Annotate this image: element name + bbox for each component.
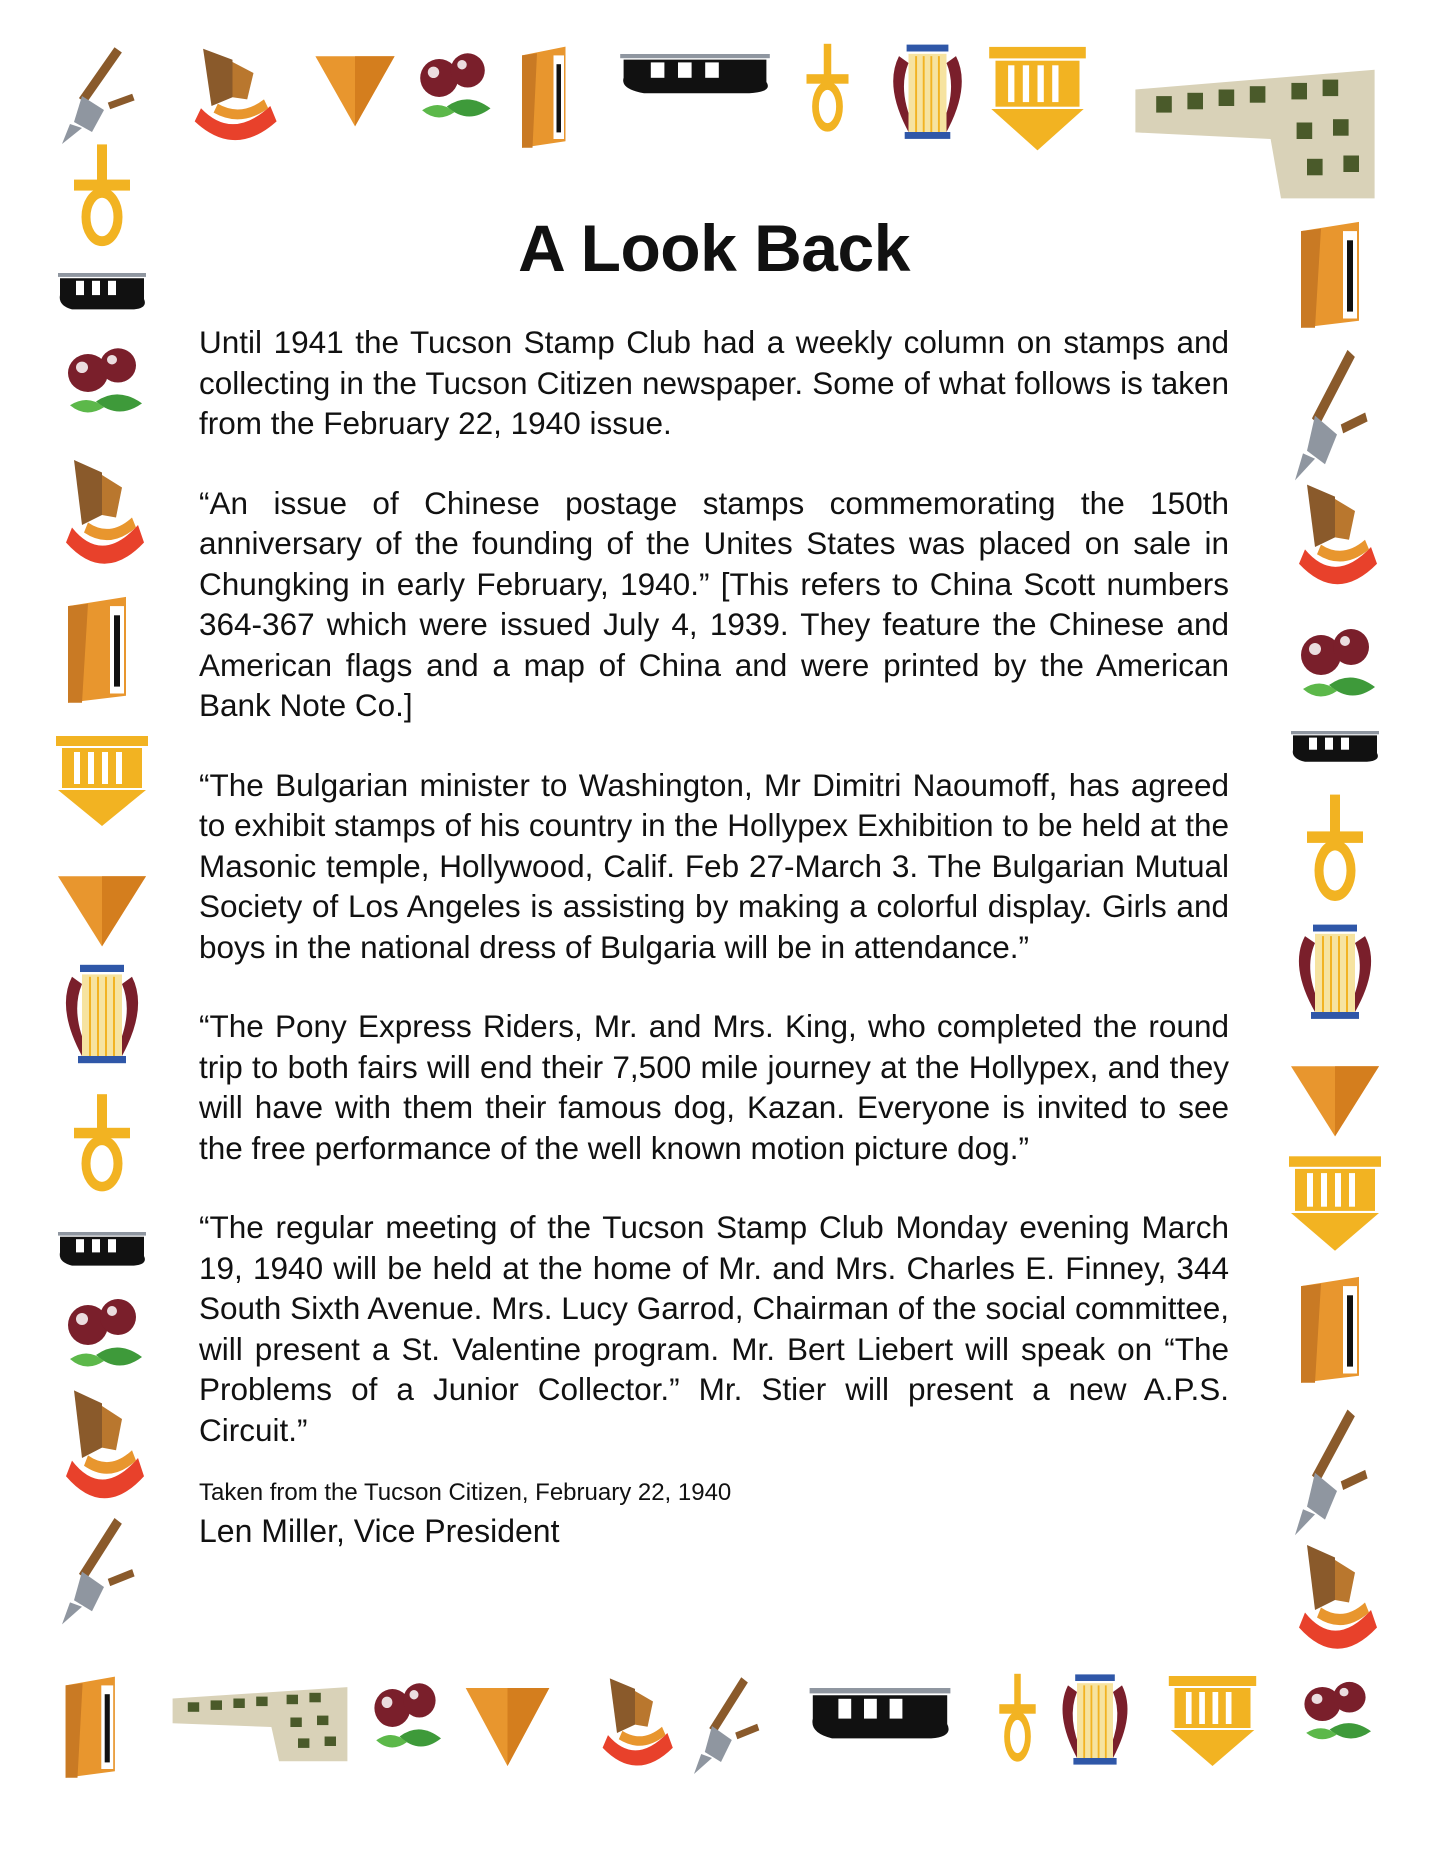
lyre-icon: [1050, 1670, 1140, 1780]
ankh-icon: [1285, 790, 1385, 905]
cherries-icon: [52, 335, 152, 430]
temple-ruin-icon: [800, 1670, 960, 1760]
pickaxe-icon: [52, 1510, 152, 1620]
amphora-icon: [52, 450, 152, 575]
tablet-icon: [1285, 1270, 1385, 1385]
colosseum-icon: [165, 1670, 355, 1765]
tablet-icon: [1285, 215, 1385, 330]
column-icon: [985, 40, 1090, 155]
pickaxe-icon: [52, 40, 152, 140]
author-byline: Len Miller, Vice President: [199, 1513, 560, 1549]
temple-ruin-icon: [52, 260, 152, 325]
temple-ruin-icon: [1285, 720, 1385, 775]
paragraph-bulgarian-minister: “The Bulgarian minister to Washington, Mr Dimitri Naoumoff, has agreed to exhibit stamps of his country in the Hollypex Exhibition to be held at the Masonic temple, Hollywood, Calif. Feb 27-March 3. The Bulgarian Mutual Society of Los Angeles is assisting by making a colorful display. Girls and boys in the national dress of Bulgaria will be in attendance.”: [199, 766, 1229, 965]
column-icon: [52, 730, 152, 830]
ankh-icon: [790, 40, 865, 135]
tablet-icon: [510, 40, 585, 150]
article: [199, 210, 1229, 1550]
lyre-icon: [1285, 920, 1385, 1035]
amphora-icon: [590, 1670, 680, 1775]
source-note: Taken from the Tucson Citizen, February 22, 1940: [199, 1479, 732, 1506]
pickaxe-icon: [1285, 1400, 1385, 1530]
pyramid-icon: [310, 40, 400, 130]
pyramid-icon: [460, 1670, 555, 1770]
paragraph-intro: Until 1941 the Tucson Stamp Club had a weekly column on stamps and collecting in the Tucson Citizen newspaper. Some of what follows is taken from the February 22, 1940 issue.: [199, 324, 1229, 441]
amphora-icon: [1285, 475, 1385, 595]
paragraph-club-meeting: “The regular meeting of the Tucson Stamp Club Monday evening March 19, 1940 will be held at the home of Mr. and Mrs. Charles E. Finney, 344 South Sixth Avenue. Mrs. Lucy Garrod, Chairman of the social committee, will present a St. Valentine program. Mr. Bert Liebert will speak on “The Problems of a Junior Collector.” Mr. Stier will present a new A.P.S. Circuit.”: [199, 1209, 1229, 1448]
page-title: A Look Back: [518, 211, 910, 285]
paragraph-pony-express: “The Pony Express Riders, Mr. and Mrs. King, who completed the round trip to both fairs will end their 7,500 mile journey at the Hollypex, and they will have with them their famous dog, Kazan. Everyone is invited to see the free performance of the well known motion picture dog.”: [199, 1008, 1229, 1166]
paragraph-chinese-stamps: “An issue of Chinese postage stamps commemorating the 150th anniversary of the founding of the Unites States was placed on sale in Chungking in early February, 1940.” [This refers to China Scott numbers 364-367 which were issued July 4, 1939. They feature the Chinese and American flags and a map of China and were printed by the American Bank Note Co.]: [199, 484, 1229, 723]
cherries-icon: [52, 1285, 152, 1385]
pyramid-icon: [52, 860, 152, 950]
pickaxe-icon: [685, 1670, 775, 1770]
cherries-icon: [1285, 615, 1385, 715]
cherries-icon: [360, 1670, 450, 1765]
amphora-icon: [180, 40, 285, 150]
ankh-icon: [52, 1090, 152, 1195]
tablet-icon: [52, 1670, 137, 1780]
column-icon: [1165, 1670, 1260, 1770]
tablet-icon: [52, 590, 152, 705]
pyramid-icon: [1285, 1050, 1385, 1140]
amphora-icon: [52, 1380, 152, 1510]
pickaxe-icon: [1285, 340, 1385, 475]
ankh-icon: [985, 1670, 1050, 1765]
temple-ruin-icon: [52, 1220, 152, 1280]
cherries-icon: [405, 40, 500, 135]
amphora-icon: [1285, 1535, 1385, 1660]
lyre-icon: [52, 960, 152, 1080]
lyre-icon: [880, 40, 975, 155]
colosseum-icon: [1125, 40, 1385, 205]
cherries-icon: [1290, 1670, 1380, 1755]
temple-ruin-icon: [610, 40, 780, 110]
column-icon: [1285, 1150, 1385, 1255]
ankh-icon: [52, 140, 152, 250]
